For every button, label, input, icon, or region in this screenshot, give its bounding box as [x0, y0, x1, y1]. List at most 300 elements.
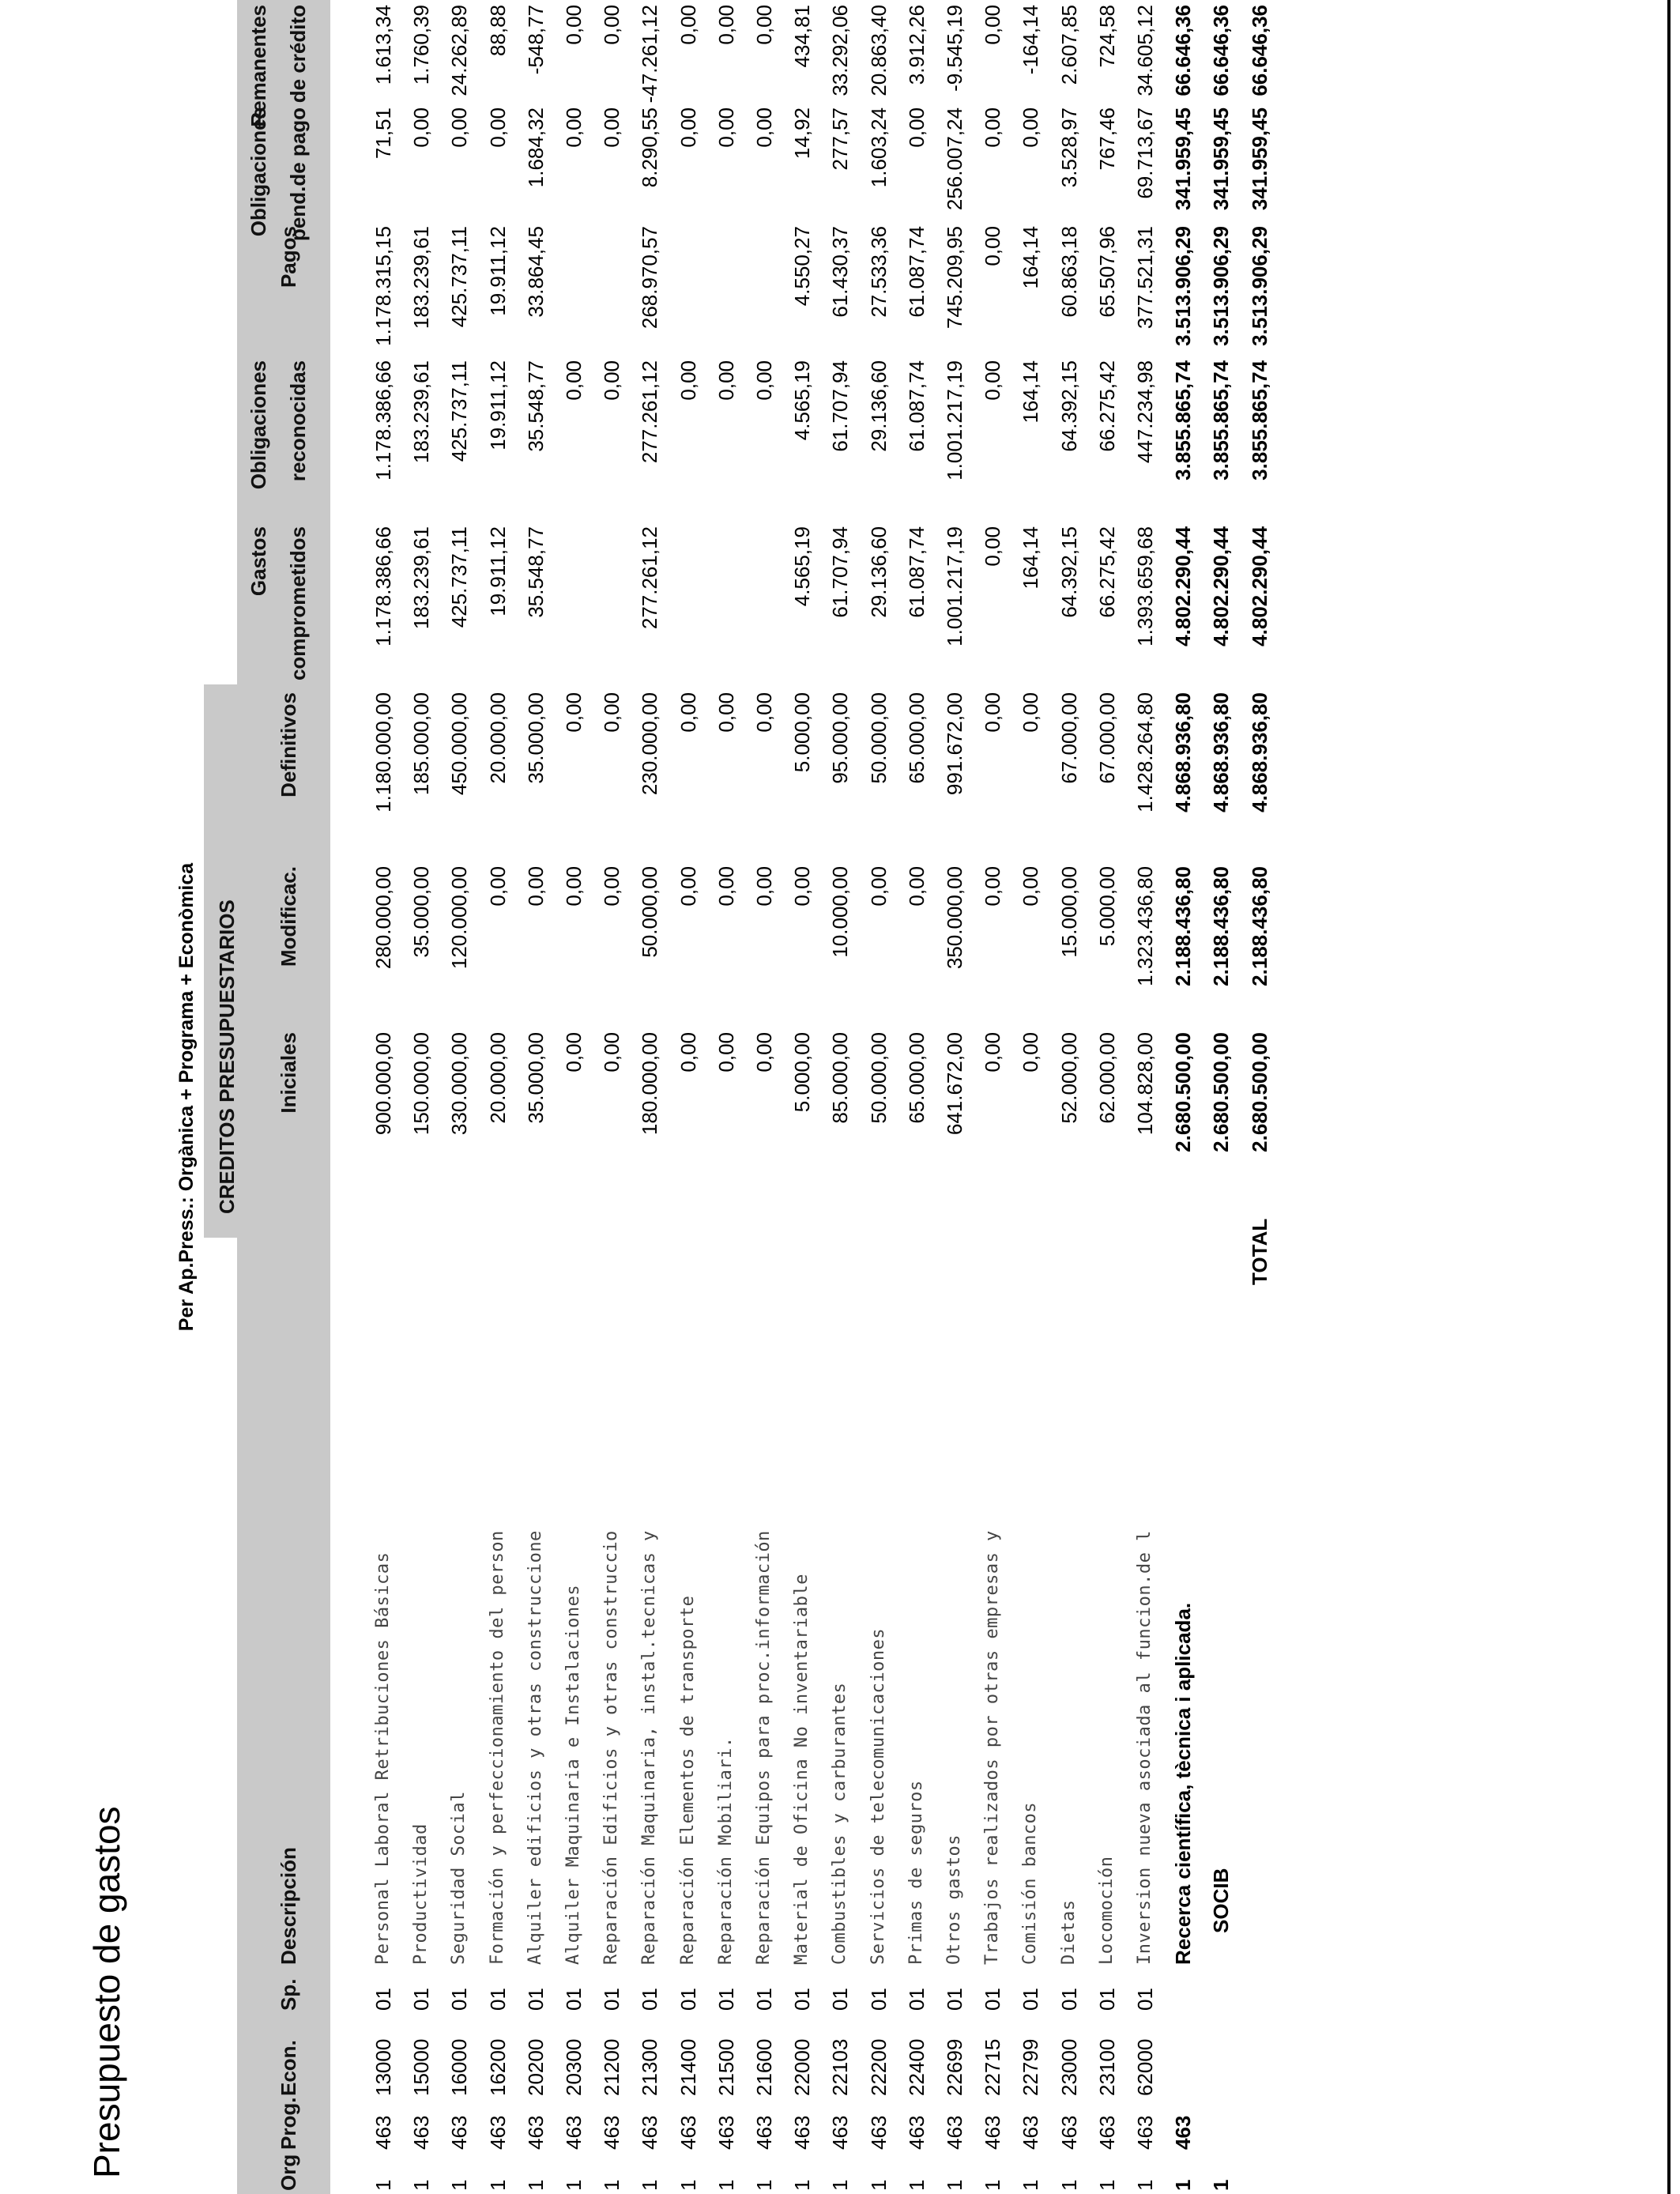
cell-prog: 463 — [1019, 2115, 1042, 2150]
cell-or: 66.275,42 — [1095, 360, 1119, 452]
cell-org: 1 — [562, 2179, 586, 2191]
cell-ini: 20.000,00 — [486, 1032, 510, 1124]
cell-ini: 0,00 — [714, 1032, 738, 1072]
cell-rem: 0,00 — [752, 5, 776, 45]
cell-ini: 0,00 — [562, 1032, 586, 1072]
cell-org: 1 — [447, 2179, 471, 2191]
cell-prog: 463 — [905, 2115, 929, 2150]
cell-ini: 104.828,00 — [1133, 1032, 1157, 1136]
subtotal-rem: 66.646,36 — [1248, 5, 1271, 96]
cell-prog: 463 — [790, 2115, 814, 2150]
cell-rem: 20.863,40 — [867, 5, 891, 96]
cell-rem: 34.605,12 — [1133, 5, 1157, 96]
cell-desc: Otros gastos — [944, 1834, 964, 1965]
cell-gc: 64.392,15 — [1057, 526, 1081, 618]
cell-desc: Seguridad Social — [449, 1791, 469, 1965]
subtotal-mod: 2.188.436,80 — [1171, 866, 1195, 986]
cell-desc: Dietas — [1059, 1899, 1079, 1965]
cell-rem: -9.545,19 — [943, 5, 966, 92]
cell-gc: 164,14 — [1019, 526, 1042, 590]
subtotal-gc: 4.802.290,44 — [1248, 526, 1271, 647]
subtotal-op: 341.959,45 — [1248, 107, 1271, 211]
cell-rem: 0,00 — [600, 5, 623, 45]
subtotal-def: 4.868.936,80 — [1248, 692, 1271, 812]
cell-pag: 19.911,12 — [486, 226, 510, 316]
col-header-gastos_1: Gastos — [247, 526, 270, 597]
cell-or: 61.707,94 — [828, 360, 852, 452]
subtotal-label: SOCIB — [1209, 1868, 1233, 1933]
cell-ini: 85.000,00 — [828, 1032, 852, 1124]
cell-def: 0,00 — [600, 692, 623, 733]
cell-desc: Primas de seguros — [906, 1780, 926, 1965]
cell-rem: 724,58 — [1095, 5, 1119, 68]
col-header-org: Org — [277, 2154, 300, 2191]
cell-mod: 280.000,00 — [371, 866, 395, 970]
cell-ini: 50.000,00 — [867, 1032, 891, 1124]
cell-def: 230.000,00 — [638, 692, 661, 796]
subtotal-pag: 3.513.906,29 — [1209, 226, 1233, 346]
cell-prog: 463 — [714, 2115, 738, 2150]
cell-op: 0,00 — [714, 107, 738, 148]
cell-econ: 22799 — [1019, 2038, 1042, 2096]
cell-prog: 463 — [981, 2115, 1004, 2150]
cell-econ: 13000 — [371, 2038, 395, 2096]
cell-econ: 22699 — [943, 2038, 966, 2096]
cell-org: 1 — [1095, 2179, 1119, 2191]
cell-org: 1 — [905, 2179, 929, 2191]
cell-sp: 01 — [828, 1988, 852, 2011]
cell-sp: 01 — [562, 1988, 586, 2011]
col-header-pagos: Pagos — [277, 226, 300, 288]
cell-desc: Material de Oficina No inventariable — [792, 1574, 812, 1965]
cell-prog: 463 — [1095, 2115, 1119, 2150]
cell-sp: 01 — [790, 1988, 814, 2011]
cell-or: 61.087,74 — [905, 360, 929, 452]
cell-def: 1.180.000,00 — [371, 692, 395, 812]
cell-or: 1.178.386,66 — [371, 360, 395, 481]
cell-prog: 463 — [1133, 2115, 1157, 2150]
cell-mod: 0,00 — [600, 866, 623, 907]
subtotal-op: 341.959,45 — [1209, 107, 1233, 211]
cell-econ: 22400 — [905, 2038, 929, 2096]
cell-econ: 22715 — [981, 2038, 1004, 2096]
cell-sp: 01 — [676, 1988, 700, 2011]
subtotal-org: 1 — [1209, 2179, 1233, 2191]
cell-org: 1 — [943, 2179, 966, 2191]
cell-mod: 15.000,00 — [1057, 866, 1081, 958]
cell-rem: 3.912,26 — [905, 5, 929, 85]
cell-sp: 01 — [981, 1988, 1004, 2011]
cell-sp: 01 — [1019, 1988, 1042, 2011]
cell-pag: 27.533,36 — [867, 226, 891, 318]
cell-ini: 0,00 — [981, 1032, 1004, 1072]
cell-prog: 463 — [409, 2115, 433, 2150]
cell-sp: 01 — [867, 1988, 891, 2011]
subtotal-or: 3.855.865,74 — [1171, 360, 1195, 481]
cell-org: 1 — [828, 2179, 852, 2191]
cell-org: 1 — [600, 2179, 623, 2191]
cell-mod: 0,00 — [486, 866, 510, 907]
cell-ini: 5.000,00 — [790, 1032, 814, 1113]
cell-def: 1.428.264,80 — [1133, 692, 1157, 812]
cell-sp: 01 — [1095, 1988, 1119, 2011]
cell-or: 164,14 — [1019, 360, 1042, 424]
cell-desc: Personal Laboral Retribuciones Básicas — [373, 1551, 393, 1965]
cell-desc: Trabajos realizados por otras empresas y — [982, 1530, 1002, 1965]
cell-op: 0,00 — [752, 107, 776, 148]
cell-prog: 463 — [867, 2115, 891, 2150]
cell-def: 95.000,00 — [828, 692, 852, 784]
cell-sp: 01 — [714, 1988, 738, 2011]
cell-op: 0,00 — [447, 107, 471, 148]
cell-def: 450.000,00 — [447, 692, 471, 796]
cell-op: 0,00 — [486, 107, 510, 148]
col-header-desc: Descripción — [277, 1847, 300, 1965]
cell-def: 0,00 — [1019, 692, 1042, 733]
cell-or: 64.392,15 — [1057, 360, 1081, 452]
cell-econ: 22200 — [867, 2038, 891, 2096]
cell-prog: 463 — [600, 2115, 623, 2150]
cell-pag: 745.209,95 — [943, 226, 966, 330]
cell-or: 1.001.217,19 — [943, 360, 966, 481]
col-header-rem_2: de crédito — [286, 5, 310, 104]
cell-or: 425.737,11 — [447, 360, 471, 462]
cell-org: 1 — [981, 2179, 1004, 2191]
cell-op: 1.684,32 — [524, 107, 548, 188]
cell-org: 1 — [1019, 2179, 1042, 2191]
cell-or: 447.234,98 — [1133, 360, 1157, 464]
cell-prog: 463 — [1057, 2115, 1081, 2150]
cell-gc: 61.087,74 — [905, 526, 929, 618]
cell-sp: 01 — [486, 1988, 510, 2011]
subtotal-pag: 3.513.906,29 — [1248, 226, 1271, 346]
page-title: Presupuesto de gastos — [86, 1806, 127, 2178]
cell-gc: 35.548,77 — [524, 526, 548, 618]
cell-pag: 164,14 — [1019, 226, 1042, 289]
bottom-rule — [1667, 0, 1671, 2194]
cell-or: 0,00 — [981, 360, 1004, 401]
cell-org: 1 — [867, 2179, 891, 2191]
cell-rem: -47.261,12 — [638, 5, 661, 104]
cell-desc: Reparación Elementos de transporte — [678, 1595, 698, 1965]
cell-or: 4.565,19 — [790, 360, 814, 441]
cell-desc: Locomoción — [1097, 1856, 1117, 1965]
cell-def: 35.000,00 — [524, 692, 548, 784]
cell-prog: 463 — [943, 2115, 966, 2150]
cell-mod: 350.000,00 — [943, 866, 966, 970]
cell-def: 20.000,00 — [486, 692, 510, 784]
cell-prog: 463 — [752, 2115, 776, 2150]
cell-ini: 900.000,00 — [371, 1032, 395, 1136]
cell-gc: 1.178.386,66 — [371, 526, 395, 647]
cell-pag: 425.737,11 — [447, 226, 471, 328]
subtotal-or: 3.855.865,74 — [1209, 360, 1233, 481]
subtotal-op: 341.959,45 — [1171, 107, 1195, 211]
cell-ini: 0,00 — [600, 1032, 623, 1072]
subtotal-ini: 2.680.500,00 — [1209, 1032, 1233, 1152]
cell-desc: Inversion nueva asociada al funcion.de l — [1135, 1530, 1155, 1965]
cell-def: 0,00 — [676, 692, 700, 733]
cell-desc: Combustibles y carburantes — [830, 1682, 849, 1965]
col-header-obrec_2: reconocidas — [286, 360, 310, 482]
col-header-iniciales: Iniciales — [277, 1032, 300, 1114]
cell-pag: 61.087,74 — [905, 226, 929, 318]
cell-prog: 463 — [371, 2115, 395, 2150]
cell-sp: 01 — [524, 1988, 548, 2011]
cell-mod: 0,00 — [981, 866, 1004, 907]
cell-gc: 61.707,94 — [828, 526, 852, 618]
cell-sp: 01 — [905, 1988, 929, 2011]
cell-rem: 434,81 — [790, 5, 814, 68]
subtotal-pag: 3.513.906,29 — [1171, 226, 1195, 346]
cell-op: 8.290,55 — [638, 107, 661, 188]
col-header-obpend_2: pend.de pago — [286, 107, 310, 241]
cell-or: 0,00 — [562, 360, 586, 401]
cell-ini: 0,00 — [1019, 1032, 1042, 1072]
cell-mod: 0,00 — [752, 866, 776, 907]
subtotal-mod: 2.188.436,80 — [1248, 866, 1271, 986]
cell-org: 1 — [409, 2179, 433, 2191]
cell-mod: 0,00 — [1019, 866, 1042, 907]
cell-ini: 35.000,00 — [524, 1032, 548, 1124]
cell-ini: 180.000,00 — [638, 1032, 661, 1136]
cell-rem: 0,00 — [714, 5, 738, 45]
cell-mod: 10.000,00 — [828, 866, 852, 958]
cell-def: 0,00 — [714, 692, 738, 733]
cell-op: 1.603,24 — [867, 107, 891, 188]
cell-mod: 0,00 — [562, 866, 586, 907]
cell-gc: 19.911,12 — [486, 526, 510, 616]
subtotal-org: 1 — [1171, 2179, 1195, 2191]
cell-rem: 0,00 — [562, 5, 586, 45]
cell-mod: 0,00 — [714, 866, 738, 907]
cell-def: 67.000,00 — [1057, 692, 1081, 784]
cell-gc: 4.565,19 — [790, 526, 814, 607]
cell-gc: 425.737,11 — [447, 526, 471, 628]
subtotal-rem: 66.646,36 — [1209, 5, 1233, 96]
subtotal-def: 4.868.936,80 — [1171, 692, 1195, 812]
cell-desc: Servicios de telecomunicaciones — [868, 1627, 888, 1965]
col-header-modificac: Modificac. — [277, 866, 300, 967]
col-header-sp: Sp. — [277, 1978, 300, 2011]
cell-org: 1 — [714, 2179, 738, 2191]
subtotal-ini: 2.680.500,00 — [1171, 1032, 1195, 1152]
cell-pag: 183.239,61 — [409, 226, 433, 330]
cell-gc: 277.261,12 — [638, 526, 661, 630]
cell-ini: 62.000,00 — [1095, 1032, 1119, 1124]
col-header-obrec_1: Obligaciones — [247, 360, 270, 490]
col-header-econ: Econ. — [277, 2040, 300, 2096]
cell-gc: 183.239,61 — [409, 526, 433, 630]
cell-econ: 21600 — [752, 2038, 776, 2096]
subtotal-gc: 4.802.290,44 — [1209, 526, 1233, 647]
cell-mod: 50.000,00 — [638, 866, 661, 958]
cell-def: 67.000,00 — [1095, 692, 1119, 784]
cell-rem: 88,88 — [486, 5, 510, 57]
cell-econ: 21500 — [714, 2038, 738, 2096]
cell-or: 277.261,12 — [638, 360, 661, 464]
cell-def: 991.672,00 — [943, 692, 966, 796]
cell-sp: 01 — [752, 1988, 776, 2011]
cell-mod: 0,00 — [867, 866, 891, 907]
cell-org: 1 — [486, 2179, 510, 2191]
cell-prog: 463 — [486, 2115, 510, 2150]
subtotal-or: 3.855.865,74 — [1248, 360, 1271, 481]
cell-op: 277,57 — [828, 107, 852, 171]
cell-mod: 35.000,00 — [409, 866, 433, 958]
cell-org: 1 — [1133, 2179, 1157, 2191]
cell-econ: 21300 — [638, 2038, 661, 2096]
cell-rem: 33.292,06 — [828, 5, 852, 96]
cell-rem: 24.262,89 — [447, 5, 471, 96]
subtotal-rem: 66.646,36 — [1171, 5, 1195, 96]
subtotal-label: Recerca científica, tècnica i aplicada. — [1171, 1602, 1195, 1965]
col-header-rem_1: Remanentes — [247, 5, 270, 127]
cell-econ: 15000 — [409, 2038, 433, 2096]
cell-desc: Formación y perfeccionamiento del person — [488, 1530, 507, 1965]
cell-desc: Reparación Equipos para proc.información — [754, 1530, 774, 1965]
cell-econ: 21200 — [600, 2038, 623, 2096]
cell-econ: 20200 — [524, 2038, 548, 2096]
cell-pag: 4.550,27 — [790, 226, 814, 307]
cell-def: 0,00 — [981, 692, 1004, 733]
cell-sp: 01 — [1133, 1988, 1157, 2011]
cell-mod: 0,00 — [524, 866, 548, 907]
cell-or: 183.239,61 — [409, 360, 433, 464]
cell-def: 50.000,00 — [867, 692, 891, 784]
col-header-prog: Prog. — [277, 2097, 300, 2150]
cell-def: 65.000,00 — [905, 692, 929, 784]
subtotal-label: TOTAL — [1248, 1218, 1271, 1285]
cell-op: 3.528,97 — [1057, 107, 1081, 188]
cell-sp: 01 — [371, 1988, 395, 2011]
cell-op: 0,00 — [562, 107, 586, 148]
cell-prog: 463 — [524, 2115, 548, 2150]
cell-ini: 0,00 — [676, 1032, 700, 1072]
cell-econ: 22103 — [828, 2038, 852, 2096]
col-header-obpend_1: Obligaciones — [247, 107, 270, 237]
subtotal-ini: 2.680.500,00 — [1248, 1032, 1271, 1152]
cell-pag: 1.178.315,15 — [371, 226, 395, 346]
cell-gc: 29.136,60 — [867, 526, 891, 618]
cell-op: 0,00 — [676, 107, 700, 148]
cell-desc: Reparación Edificios y otras construccio — [601, 1530, 621, 1965]
cell-op: 69.713,67 — [1133, 107, 1157, 199]
cell-or: 0,00 — [714, 360, 738, 401]
cell-econ: 21400 — [676, 2038, 700, 2096]
cell-def: 5.000,00 — [790, 692, 814, 773]
group-header-creditos: CREDITOS PRESUPUESTARIOS — [215, 899, 239, 1214]
cell-rem: 2.607,85 — [1057, 5, 1081, 85]
subtotal-def: 4.868.936,80 — [1209, 692, 1233, 812]
cell-econ: 62000 — [1133, 2038, 1157, 2096]
cell-pag: 33.864,45 — [524, 226, 548, 318]
cell-rem: -164,14 — [1019, 5, 1042, 75]
cell-econ: 20300 — [562, 2038, 586, 2096]
cell-mod: 5.000,00 — [1095, 866, 1119, 947]
cell-mod: 1.323.436,80 — [1133, 866, 1157, 986]
subtotal-prog: 463 — [1171, 2115, 1195, 2150]
cell-mod: 0,00 — [790, 866, 814, 907]
cell-sp: 01 — [600, 1988, 623, 2011]
cell-econ: 23100 — [1095, 2038, 1119, 2096]
cell-gc: 0,00 — [981, 526, 1004, 567]
cell-op: 0,00 — [981, 107, 1004, 148]
cell-gc: 66.275,42 — [1095, 526, 1119, 618]
cell-sp: 01 — [409, 1988, 433, 2011]
cell-pag: 0,00 — [981, 226, 1004, 266]
cell-econ: 16000 — [447, 2038, 471, 2096]
cell-desc: Alquiler Maquinaria e Instalaciones — [563, 1584, 583, 1965]
cell-pag: 268.970,57 — [638, 226, 661, 330]
cell-mod: 120.000,00 — [447, 866, 471, 970]
cell-op: 0,00 — [409, 107, 433, 148]
cell-or: 29.136,60 — [867, 360, 891, 452]
cell-org: 1 — [790, 2179, 814, 2191]
cell-sp: 01 — [447, 1988, 471, 2011]
cell-pag: 61.430,37 — [828, 226, 852, 318]
cell-prog: 463 — [447, 2115, 471, 2150]
cell-prog: 463 — [638, 2115, 661, 2150]
cell-ini: 0,00 — [752, 1032, 776, 1072]
subtotal-mod: 2.188.436,80 — [1209, 866, 1233, 986]
cell-prog: 463 — [676, 2115, 700, 2150]
cell-rem: 1.760,39 — [409, 5, 433, 85]
cell-desc: Productividad — [411, 1823, 431, 1965]
cell-econ: 22000 — [790, 2038, 814, 2096]
cell-rem: -548,77 — [524, 5, 548, 75]
cell-desc: Alquiler edificios y otras construccione — [525, 1530, 545, 1965]
cell-sp: 01 — [1057, 1988, 1081, 2011]
cell-op: 767,46 — [1095, 107, 1119, 171]
cell-ini: 52.000,00 — [1057, 1032, 1081, 1124]
cell-pag: 60.863,18 — [1057, 226, 1081, 318]
cell-pag: 377.521,31 — [1133, 226, 1157, 330]
cell-econ: 23000 — [1057, 2038, 1081, 2096]
cell-gc: 1.001.217,19 — [943, 526, 966, 647]
cell-mod: 0,00 — [905, 866, 929, 907]
cell-op: 0,00 — [905, 107, 929, 148]
cell-op: 256.007,24 — [943, 107, 966, 211]
cell-rem: 0,00 — [676, 5, 700, 45]
cell-org: 1 — [676, 2179, 700, 2191]
cell-def: 0,00 — [752, 692, 776, 733]
cell-ini: 641.672,00 — [943, 1032, 966, 1136]
cell-econ: 16200 — [486, 2038, 510, 2096]
cell-ini: 330.000,00 — [447, 1032, 471, 1136]
col-header-definitivos: Definitivos — [277, 692, 300, 797]
cell-org: 1 — [752, 2179, 776, 2191]
cell-mod: 0,00 — [676, 866, 700, 907]
subtotal-gc: 4.802.290,44 — [1171, 526, 1195, 647]
cell-op: 0,00 — [600, 107, 623, 148]
cell-def: 185.000,00 — [409, 692, 433, 796]
cell-op: 71,51 — [371, 107, 395, 160]
cell-or: 35.548,77 — [524, 360, 548, 452]
cell-or: 0,00 — [676, 360, 700, 401]
cell-desc: Reparación Maquinaria, instal.tecnicas y — [639, 1530, 659, 1965]
cell-org: 1 — [638, 2179, 661, 2191]
col-header-gastos_2: comprometidos — [286, 526, 310, 681]
cell-prog: 463 — [828, 2115, 852, 2150]
cell-desc: Reparación Mobiliari. — [716, 1736, 736, 1965]
cell-op: 0,00 — [1019, 107, 1042, 148]
cell-or: 0,00 — [600, 360, 623, 401]
cell-op: 14,92 — [790, 107, 814, 160]
cell-rem: 1.613,34 — [371, 5, 395, 85]
cell-pag: 65.507,96 — [1095, 226, 1119, 318]
cell-ini: 65.000,00 — [905, 1032, 929, 1124]
